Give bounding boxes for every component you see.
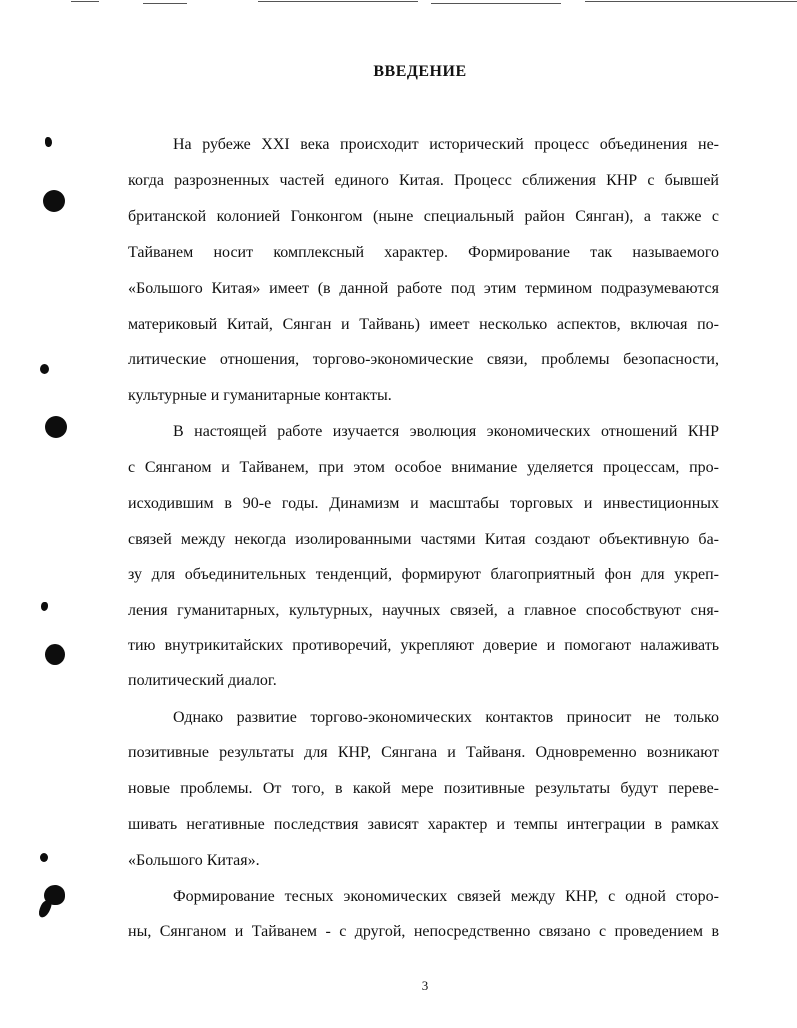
page-title: ВВЕДЕНИЕ <box>373 63 467 80</box>
punch-hole <box>45 416 67 438</box>
text-line: культурные и гуманитарные контакты. <box>128 387 392 404</box>
scan-artifact-top-3 <box>258 1 418 2</box>
text-line: тию внутрикитайских противоречий, укрепляют доверие и помогают налаживать <box>128 637 719 654</box>
text-line: На рубеже XXI века происходит исторический процесс объединения не- <box>173 136 719 153</box>
text-line: Формирование тесных экономических связей между КНР, с одной сторо- <box>173 888 719 905</box>
text-line: британской колонией Гонконгом (ныне специальный район Сянган), а также с <box>128 208 719 225</box>
text-line: литические отношения, торгово-экономические связи, проблемы безопасности, <box>128 351 719 368</box>
text-line: ны, Сянганом и Тайванем - с другой, непосредственно связано с проведением в <box>128 923 719 940</box>
scan-speck <box>40 364 49 374</box>
text-line: с Сянганом и Тайванем, при этом особое внимание уделяется процессам, про- <box>128 459 719 476</box>
text-line: Тайванем носит комплексный характер. Формирование так называемого <box>128 244 719 261</box>
scan-artifact-top-1 <box>71 1 99 2</box>
text-line: В настоящей работе изучается эволюция экономических отношений КНР <box>173 423 719 440</box>
text-line: «Большого Китая» имеет (в данной работе под этим термином подразумеваются <box>128 280 719 297</box>
text-line: политический диалог. <box>128 672 277 689</box>
scan-artifact-top-4 <box>431 3 561 4</box>
text-line: материковый Китай, Сянган и Тайвань) имеет несколько аспектов, включая по- <box>128 316 719 333</box>
text-line: шивать негативные последствия зависят характер и темпы интеграции в рамках <box>128 816 719 833</box>
punch-hole <box>43 190 65 212</box>
scan-speck <box>41 602 48 611</box>
page-number: 3 <box>421 978 429 993</box>
scan-speck <box>45 137 52 147</box>
punch-hole <box>45 644 65 665</box>
text-line: зу для объединительных тенденций, формируют благоприятный фон для укреп- <box>128 566 719 583</box>
text-line: когда разрозненных частей единого Китая. Процесс сближения КНР с бывшей <box>128 172 719 189</box>
scan-artifact-top-5 <box>585 1 797 2</box>
punch-hole-smear <box>37 899 53 919</box>
scan-artifact-top-2 <box>143 3 187 4</box>
text-line: связей между некогда изолированными частями Китая создают объективную ба- <box>128 531 719 548</box>
text-line: новые проблемы. От того, в какой мере позитивные результаты будут переве- <box>128 780 719 797</box>
text-line: Однако развитие торгово-экономических контактов приносит не только <box>173 709 719 726</box>
scan-speck <box>40 853 48 862</box>
text-line: «Большого Китая». <box>128 852 260 869</box>
text-line: ления гуманитарных, культурных, научных связей, а главное способствуют сня- <box>128 602 719 619</box>
text-line: позитивные результаты для КНР, Сянгана и Тайваня. Одновременно возникают <box>128 744 719 761</box>
text-line: исходившим в 90-е годы. Динамизм и масштабы торговых и инвестиционных <box>128 495 719 512</box>
